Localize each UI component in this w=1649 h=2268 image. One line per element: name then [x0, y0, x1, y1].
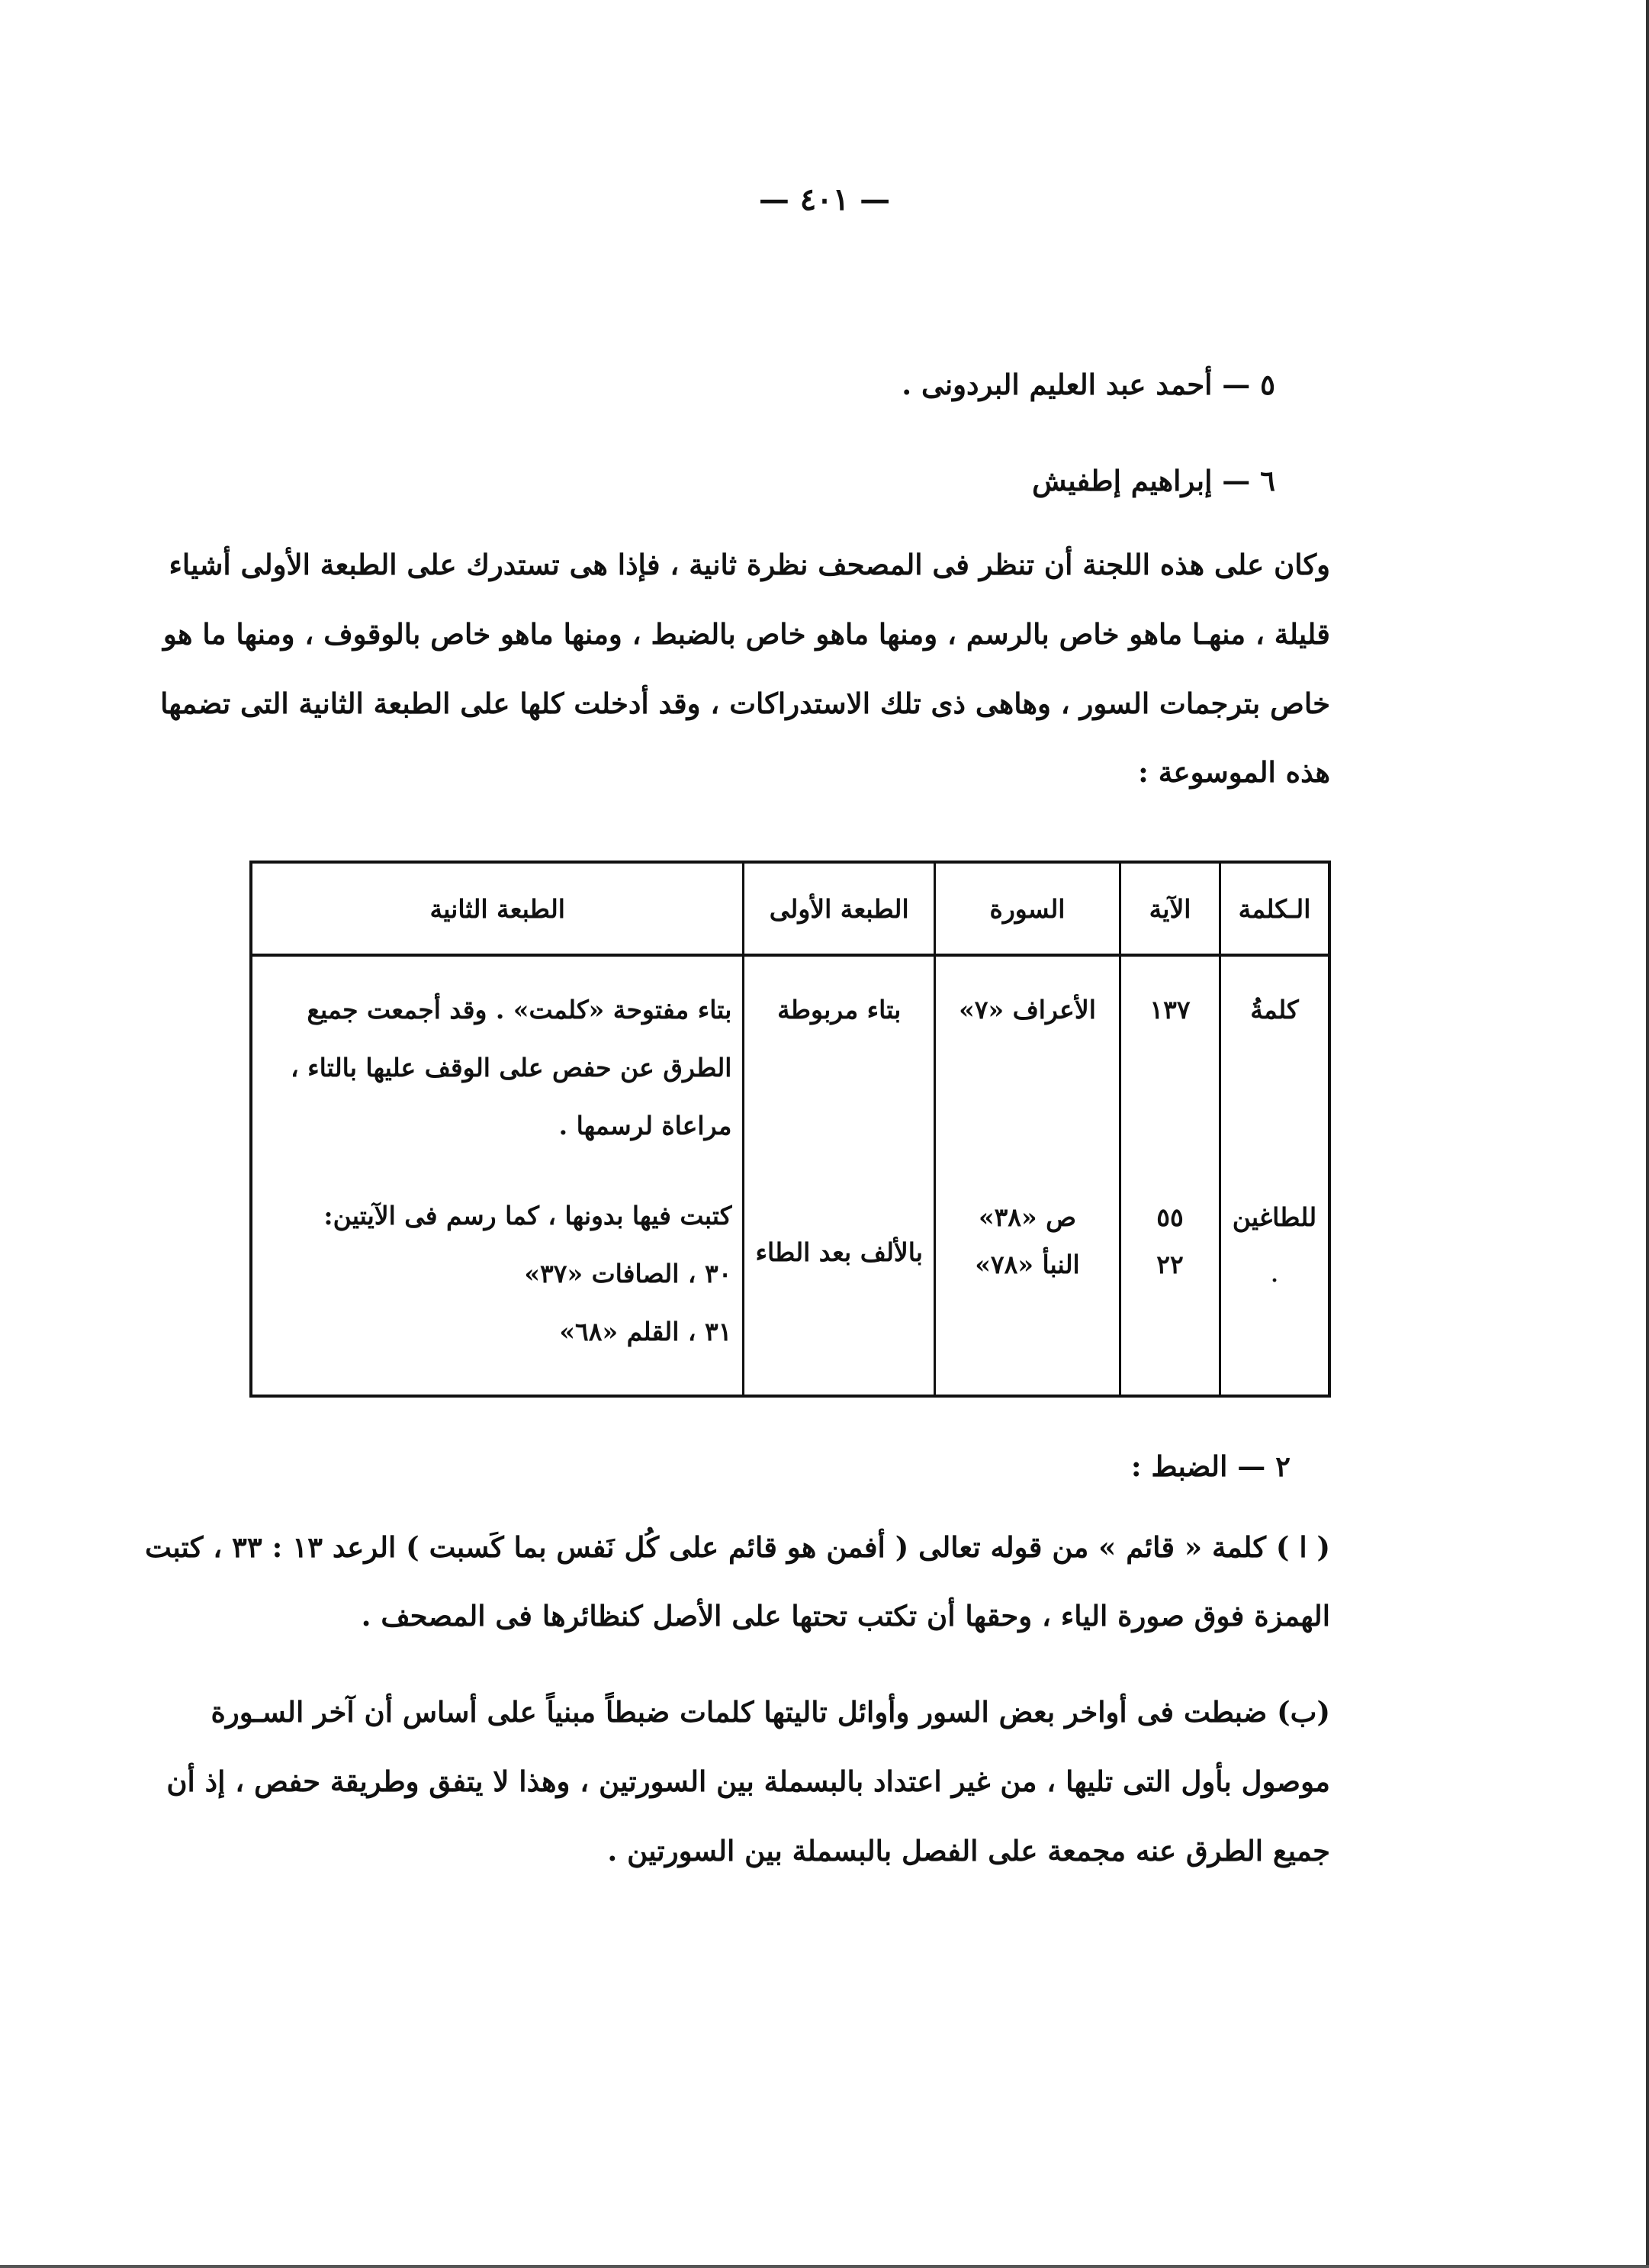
scan-edge-bottom: [0, 2265, 1649, 2268]
table-body-row: [251, 955, 1329, 1396]
corrections-table: [249, 861, 1331, 1398]
second-edition-cell: [251, 955, 744, 1396]
table-header-row: [251, 862, 1329, 955]
second-edition-6: ٣١ ، القلم «٦٨»: [559, 1317, 732, 1346]
surah-3: النبأ «٧٨»: [975, 1250, 1080, 1279]
first-edition-cell: [744, 955, 935, 1396]
para-a-line-2: الهمزة فوق صورة الياء ، وحقها أن تكتب تحتها على الأصل كنظائرها فى المصحف .: [361, 1599, 1330, 1633]
ayah-2: ٥٥: [1156, 1202, 1184, 1232]
first-edition-1: بتاء مربوطة: [777, 995, 902, 1025]
second-edition-1: بتاء مفتوحة «كلمت» . وقد أجمعت جميع: [307, 995, 732, 1025]
para-a-line-1: ( ا ) كلمة « قائم » من قوله تعالى ( أفمن هو قائم على كُل نَفس بما كَسبت ) الرعد ١٣ : ٣٣ ، كتبت: [145, 1530, 1330, 1564]
header-surah: السورة: [935, 862, 1120, 955]
second-edition-3: مراعاة لرسمها .: [558, 1111, 732, 1140]
surah-2: ص «٣٨»: [978, 1202, 1077, 1232]
list-item-5: ٥ — أحمد عبد العليم البردونى .: [902, 368, 1275, 401]
ayah-1: ١٣٧: [1149, 995, 1191, 1025]
para-b-line-2: موصول بأول التى تليها ، من غير اعتداد بالبسملة بين السورتين ، وهذا لا يتفق وطريقة حفص ، إذ أن: [166, 1765, 1330, 1798]
word-cell: [1220, 955, 1330, 1396]
second-edition-2: الطرق عن حفص على الوقف عليها بالتاء ،: [290, 1053, 732, 1083]
scan-edge-right: [1646, 0, 1649, 2268]
page-number: — ٤٠١ —: [758, 182, 891, 217]
second-edition-4: كتبت فيها بدونها ، كما رسم فى الآيتين:: [323, 1201, 732, 1231]
word-1: كلمةُ: [1250, 995, 1299, 1025]
header-ayah: الآية: [1120, 862, 1220, 955]
header-second-edition: الطبعة الثانية: [251, 862, 744, 955]
surah-cell: [935, 955, 1120, 1396]
word-2: للطاغين: [1232, 1202, 1317, 1232]
first-edition-2: بالألف بعد الطاء: [755, 1237, 923, 1267]
intro-line-2: قليلة ، منهـا ماهو خاص بالرسم ، ومنها ماهو خاص بالضبط ، ومنها ماهو خاص بالوقوف ، ومنها ما هو: [162, 617, 1330, 651]
para-b-line-3: جميع الطرق عنه مجمعة على الفصل بالبسملة بين السورتين .: [607, 1834, 1330, 1867]
surah-1: الأعراف «٧»: [959, 995, 1096, 1025]
intro-line-3: خاص بترجمات السور ، وهاهى ذى تلك الاستدراكات ، وقد أدخلت كلها على الطبعة الثانية التى تضمها: [160, 687, 1330, 720]
section-heading: ٢ — الضبط :: [1130, 1449, 1291, 1483]
ayah-3: ٢٢: [1156, 1250, 1184, 1279]
intro-line-4: هذه الموسوعة :: [1138, 755, 1330, 789]
header-first-edition: الطبعة الأولى: [744, 862, 935, 955]
ayah-cell: [1120, 955, 1220, 1396]
header-word: الـكلمة: [1220, 862, 1330, 955]
word-3: .: [1271, 1264, 1278, 1287]
para-b-line-1: (ب) ضبطت فى أواخر بعض السور وأوائل تاليتها كلمات ضبطاً مبنياً على أساس أن آخر السـورة: [211, 1695, 1330, 1729]
list-item-6: ٦ — إبراهيم إطفيش: [1032, 464, 1275, 497]
second-edition-5: ٣٠ ، الصافات «٣٧»: [524, 1259, 732, 1288]
intro-line-1: وكان على هذه اللجنة أن تنظر فى المصحف نظرة ثانية ، فإذا هى تستدرك على الطبعة الأولى أشياء: [169, 548, 1330, 581]
